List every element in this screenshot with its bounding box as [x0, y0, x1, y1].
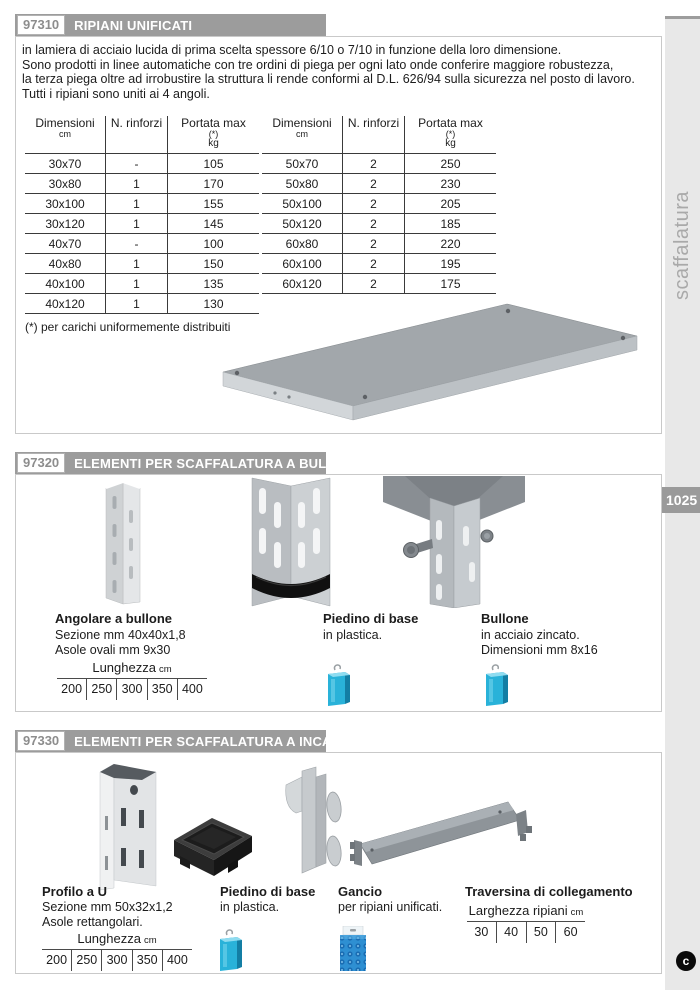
section-title: ELEMENTI PER SCAFFALATURA A INCASTRO: [74, 733, 369, 749]
hook-photo: [276, 763, 348, 885]
table-cell: 2: [342, 174, 404, 193]
col-label: Portata max: [418, 116, 483, 130]
length-table: [57, 660, 207, 700]
col-label: Portata max: [181, 116, 246, 130]
size-table-title: [467, 903, 585, 921]
col-note: (*): [445, 129, 456, 139]
size-table-row: [467, 921, 585, 943]
angle-bar-photo: [102, 478, 144, 606]
col-rinforzi: [105, 116, 167, 153]
size-title-text: Larghezza ripiani: [468, 903, 568, 918]
bolt-corner-photo: [383, 476, 525, 608]
size-table-row: [42, 949, 192, 971]
size-cell: 250: [71, 950, 101, 971]
table-cell: 150: [167, 254, 259, 273]
table-cell: 50x70: [285, 156, 319, 171]
col-unit: cm: [296, 129, 308, 139]
product-name: Piedino di base: [220, 884, 316, 899]
table-cell: 50x120: [282, 216, 322, 231]
description-line: in lamiera di acciaio lucida di prima scelta spessore 6/10 o 7/10 in funzione della loro dimensione.: [22, 43, 562, 57]
table-cell: 1: [105, 274, 167, 293]
table-cell: -: [105, 234, 167, 253]
product-detail: Sezione mm 40x40x1,8: [55, 628, 186, 642]
size-cell: 60: [555, 922, 585, 943]
table-cell: 1: [105, 214, 167, 233]
table-cell: 1: [105, 174, 167, 193]
table-row: [25, 254, 259, 274]
table-row: [262, 214, 496, 234]
col-label: N. rinforzi: [110, 116, 163, 130]
section-header-97310: [15, 14, 326, 36]
size-cell: 400: [162, 950, 192, 971]
table-row: [262, 254, 496, 274]
product-name: Profilo a U: [42, 884, 108, 899]
description-line: Tutti i ripiani sono uniti ai 4 angoli.: [22, 86, 210, 101]
table-cell: 105: [167, 154, 259, 173]
product-detail: Asole ovali mm 9x30: [55, 643, 171, 657]
table-cell: 50x100: [282, 196, 322, 211]
col-label: N. rinforzi: [347, 116, 400, 130]
table-cell: 130: [167, 294, 259, 313]
col-dimensioni: [262, 116, 342, 153]
size-cell: 200: [61, 682, 83, 696]
corner-logo-icon: c: [676, 951, 696, 971]
size-cell: 30: [474, 925, 489, 939]
table-cell: 30x120: [45, 216, 85, 231]
table-cell: 2: [342, 234, 404, 253]
col-portata: [404, 116, 496, 153]
width-table: [467, 903, 585, 943]
col-portata: [167, 116, 259, 153]
table-cell: 1: [105, 294, 167, 313]
product-detail: Sezione mm 50x32x1,2: [42, 900, 173, 914]
table-cell: 2: [342, 274, 404, 293]
table-cell: 205: [404, 194, 496, 213]
table-row: [25, 174, 259, 194]
shelf-panel-photo: [215, 294, 645, 426]
table-cell: 175: [404, 274, 496, 293]
blister-bag-icon: [217, 927, 245, 971]
table-cell: 30x70: [48, 156, 82, 171]
page-number-badge: 1025: [662, 487, 700, 513]
blister-bag-icon: [483, 662, 511, 706]
table-cell: 230: [404, 174, 496, 193]
table-row: [262, 194, 496, 214]
section-header-97320: [15, 452, 359, 474]
product-name: Piedino di base: [323, 611, 419, 626]
section-code: 97330: [17, 731, 65, 751]
size-title-unit: cm: [158, 664, 172, 675]
col-note: (*): [208, 129, 219, 139]
table-cell: 1: [105, 194, 167, 213]
table-body: [262, 154, 496, 294]
size-cell: 50: [526, 922, 556, 943]
size-title-unit: cm: [143, 935, 157, 946]
table-cell: 30x80: [48, 176, 82, 191]
table-cell: 220: [404, 234, 496, 253]
size-cell: 40: [496, 922, 526, 943]
table-header-row: [25, 116, 259, 154]
base-foot-tray-photo: [168, 806, 258, 886]
table-row: [25, 194, 259, 214]
product-name: Traversina di collegamento: [465, 884, 633, 899]
col-unit: kg: [445, 138, 456, 149]
description-line: Sono prodotti in linee automatiche con tre ordini di piega per ogni lato onde conferire maggiore robustezza,: [22, 57, 614, 72]
table-row: [262, 274, 496, 294]
size-title-text: Lunghezza: [92, 660, 156, 675]
table-cell: 40x120: [45, 296, 85, 311]
table-cell: 60x120: [282, 276, 322, 291]
table-cell: 40x70: [48, 236, 82, 251]
product-name: Gancio: [338, 884, 383, 899]
table-cell: 250: [404, 154, 496, 173]
product-detail: in plastica.: [323, 628, 383, 642]
col-dimensioni: [25, 116, 105, 153]
section-description: [22, 43, 635, 101]
category-text: scaffalatura: [671, 190, 693, 301]
table-cell: 60x80: [285, 236, 319, 251]
table-row: [25, 154, 259, 174]
table-cell: 170: [167, 174, 259, 193]
product-name: Bullone: [481, 611, 529, 626]
product-detail: in plastica.: [220, 900, 280, 914]
table-row: [262, 174, 496, 194]
table-row: [25, 214, 259, 234]
table-cell: 2: [342, 154, 404, 173]
table-cell: 185: [404, 214, 496, 233]
product-detail: Asole rettangolari.: [42, 915, 143, 929]
table-cell: 135: [167, 274, 259, 293]
table-cell: 40x100: [45, 276, 85, 291]
size-cell: 400: [177, 679, 207, 700]
sidebar-category-label: [665, 148, 700, 343]
load-table-left: [25, 116, 259, 314]
u-profile-photo: [94, 756, 164, 894]
col-rinforzi: [342, 116, 404, 153]
size-cell: 300: [116, 679, 146, 700]
crossbar-photo: [350, 792, 532, 890]
size-cell: 200: [46, 953, 68, 967]
size-table-title: [42, 931, 192, 949]
table-row: [262, 154, 496, 174]
size-table-title: [57, 660, 207, 678]
table-cell: 40x80: [48, 256, 82, 271]
table-row: [25, 274, 259, 294]
load-table-right: [262, 116, 496, 294]
size-cell: 300: [101, 950, 131, 971]
section-header-97330: [15, 730, 369, 752]
product-detail: in acciaio zincato.: [481, 628, 580, 642]
product-detail: per ripiani unificati.: [338, 900, 443, 914]
table-cell: 30x100: [45, 196, 85, 211]
section-code: 97320: [17, 453, 65, 473]
table-cell: 100: [167, 234, 259, 253]
blister-bag-icon: [325, 662, 353, 706]
base-foot-upright-photo: [246, 476, 336, 608]
table-cell: 60x100: [282, 256, 322, 271]
polybag-icon: [338, 926, 368, 972]
table-cell: -: [105, 154, 167, 173]
product-name: Angolare a bullone: [55, 611, 173, 626]
table-header-row: [262, 116, 496, 154]
table-cell: 1: [105, 254, 167, 273]
table-footnote: (*) per carichi uniformemente distribuiti: [25, 320, 231, 334]
size-cell: 350: [132, 950, 162, 971]
table-cell: 2: [342, 194, 404, 213]
section-code: 97310: [17, 15, 65, 35]
size-title-unit: cm: [570, 907, 584, 918]
col-label: Dimensioni: [272, 116, 332, 130]
table-body: [25, 154, 259, 314]
length-table: [42, 931, 192, 971]
size-cell: 250: [86, 679, 116, 700]
description-line: la terza piega oltre ad irrobustire la struttura li rende conformi al D.L. 626/94 sulla sicurezza nel posto di lavoro.: [22, 72, 635, 87]
table-cell: 195: [404, 254, 496, 273]
table-cell: 50x80: [285, 176, 319, 191]
size-cell: 350: [147, 679, 177, 700]
table-cell: 2: [342, 214, 404, 233]
table-cell: 145: [167, 214, 259, 233]
col-unit: cm: [59, 129, 71, 139]
table-cell: 155: [167, 194, 259, 213]
size-table-row: [57, 678, 207, 700]
section-title: RIPIANI UNIFICATI: [74, 17, 193, 33]
product-detail: Dimensioni mm 8x16: [481, 643, 598, 657]
table-cell: 2: [342, 254, 404, 273]
col-label: Dimensioni: [35, 116, 95, 130]
size-title-text: Lunghezza: [77, 931, 141, 946]
table-row: [262, 234, 496, 254]
section-title: ELEMENTI PER SCAFFALATURA A BULLONI: [74, 455, 359, 471]
table-row: [25, 234, 259, 254]
col-unit: kg: [208, 138, 219, 149]
